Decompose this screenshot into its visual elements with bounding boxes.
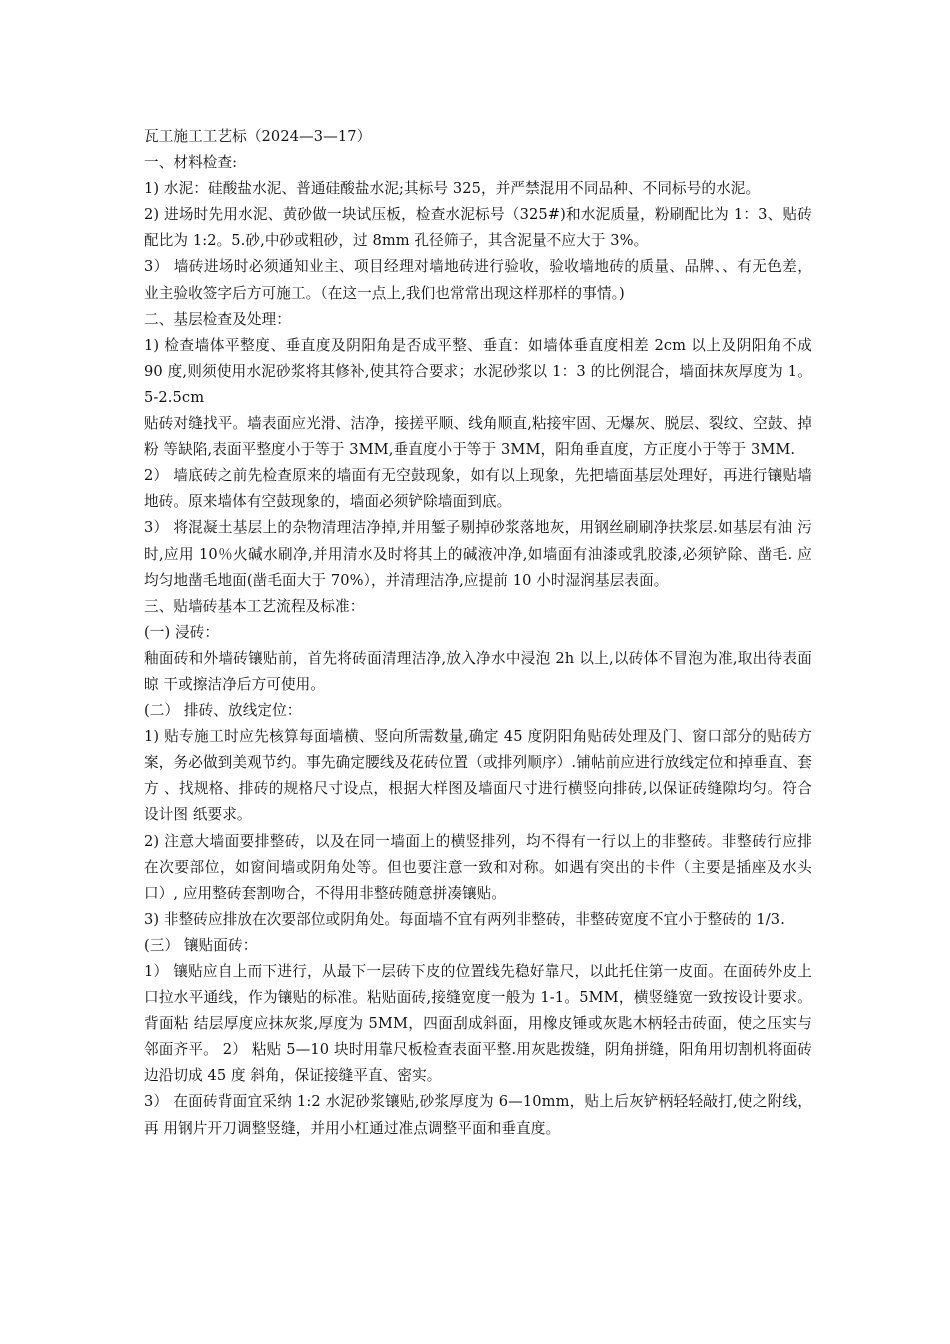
paragraph: 2) 进场时先用水泥、黄砂做一块试压板，检查水泥标号（325#)和水泥质量，粉刷配比为 1：3、贴砖 配比为 1:2。5.砂,中砂或粗砂，过 8mm 孔径筛子，其含泥量不应大于 3%。	[144, 206, 812, 250]
document-body	[144, 124, 812, 1142]
paragraph: 2） 墙底砖之前先检查原来的墙面有无空鼓现象，如有以上现象，先把墙面基层处理好，再进行镶贴墙 地砖。原来墙体有空鼓现象的，墙面必须铲除墙面到底。	[144, 467, 812, 511]
paragraph: 3) 非整砖应排放在次要部位或阴角处。每面墙不宜有两列非整砖，非整砖宽度不宜小于整砖的 1/3.	[144, 910, 785, 928]
subsection-heading-tiling: (三） 镶贴面砖：	[144, 936, 258, 954]
paragraph: 贴砖对缝找平。墙表面应光滑、洁净，接搓平顺、线角顺直,粘接牢固、无爆灰、脱层、裂纹、空鼓、掉粉 等缺陷,表面平整度小于等于 3MM,垂直度小于等于 3MM，阳角垂直度，方正度小于等于 3MM.	[144, 415, 812, 459]
paragraph: 3） 在面砖背面宜采纳 1:2 水泥砂浆镶贴,砂浆厚度为 6—10mm，贴上后灰铲柄轻轻敲打,使之附线，再 用钢片开刀调整竖缝，并用小杠通过准点调整平面和垂直度。	[144, 1093, 812, 1137]
paragraph: 1) 检查墙体平整度、垂直度及阴阳角是否成平整、垂直：如墙体垂直度相差 2cm 以上及阴阳角不成 90 度,则须使用水泥砂浆将其修补,使其符合要求；水泥砂浆以 1：3 的比例混合，墙面抹灰厚度为 1。5-2.5cm	[144, 336, 812, 406]
document-title: 瓦工施工工艺标（2024—3—17）	[144, 128, 372, 145]
paragraph: 2) 注意大墙面要排整砖，以及在同一墙面上的横竖排列，均不得有一行以上的非整砖。非整砖行应排 在次要部位，如窗间墙或阴角处等。但也要注意一致和对称。如遇有突出的卡件（主要是插座及水头口）, 应用整砖套割吻合，不得用非整砖随意拼凑镶贴。	[144, 832, 812, 902]
paragraph: 1) 水泥：硅酸盐水泥、普通硅酸盐水泥;其标号 325，并严禁混用不同品种、不同标号的水泥。	[144, 180, 761, 198]
section-heading-materials: 一、材料检查:	[144, 154, 238, 172]
subsection-heading-soaking: (一) 浸砖：	[144, 623, 220, 641]
paragraph: 1) 贴专施工时应先核算每面墙横、竖向所需数量,确定 45 度阴阳角贴砖处理及门、窗口部分的贴砖方 案，务必做到美观节约。事先确定腰线及花砖位置（或排列顺序）.铺帖前应进行放线定位和掉垂直、套方 、找规格、排砖的规格尺寸设点，根据大样图及墙面尺寸进行横竖向排砖,以保证砖缝隙均匀。符合设计图 纸要求。	[144, 728, 812, 824]
paragraph: 3） 将混凝土基层上的杂物清理洁净掉,并用錾子剔掉砂浆落地灰，用钢丝刷刷净扶浆层.如基层有油 污时,应用 10％火碱水刷净,并用清水及时将其上的碱液冲净,如墙面有油漆或乳胶漆,必须铲除、凿毛. 应均匀地凿毛地面(凿毛面大于 70%），并清理洁净,应提前 10 小时湿润基层表面。	[144, 519, 812, 589]
subsection-heading-layout: (二） 排砖、放线定位：	[144, 702, 302, 720]
paragraph: 釉面砖和外墙砖镶贴前，首先将砖面清理洁净,放入净水中浸泡 2h 以上,以砖体不冒泡为准,取出待表面晾 干或擦洁净后方可使用。	[144, 649, 812, 693]
section-heading-base-layer: 二、基层检查及处理：	[144, 310, 291, 328]
section-heading-wall-tile-process: 三、贴墙砖基本工艺流程及标准：	[144, 597, 365, 615]
paragraph: 3） 墙砖进场时必须通知业主、项目经理对墙地砖进行验收，验收墙地砖的质量、品牌、、有无色差， 业主验收签字后方可施工。（在这一点上,我们也常常出现这样那样的事情。)	[144, 258, 812, 302]
paragraph: 1） 镶贴应自上而下进行，从最下一层砖下皮的位置线先稳好靠尺，以此托住第一皮面。在面砖外皮上 口拉水平通线，作为镶贴的标准。粘贴面砖,接缝宽度一般为 1-1。5MM，横竖缝宽一致按设计要求。背面粘 结层厚度应抹灰浆,厚度为 5MM，四面刮成斜面，用橡皮锤或灰匙木柄轻击砖面，使之压实与邻面齐平。 2） 粘贴 5—10 块时用靠尺板检查表面平整.用灰匙拨缝，阴角拼缝，阳角用切割机将面砖边沿切成 45 度 斜角，保证接缝平直、密实。	[144, 963, 812, 1085]
